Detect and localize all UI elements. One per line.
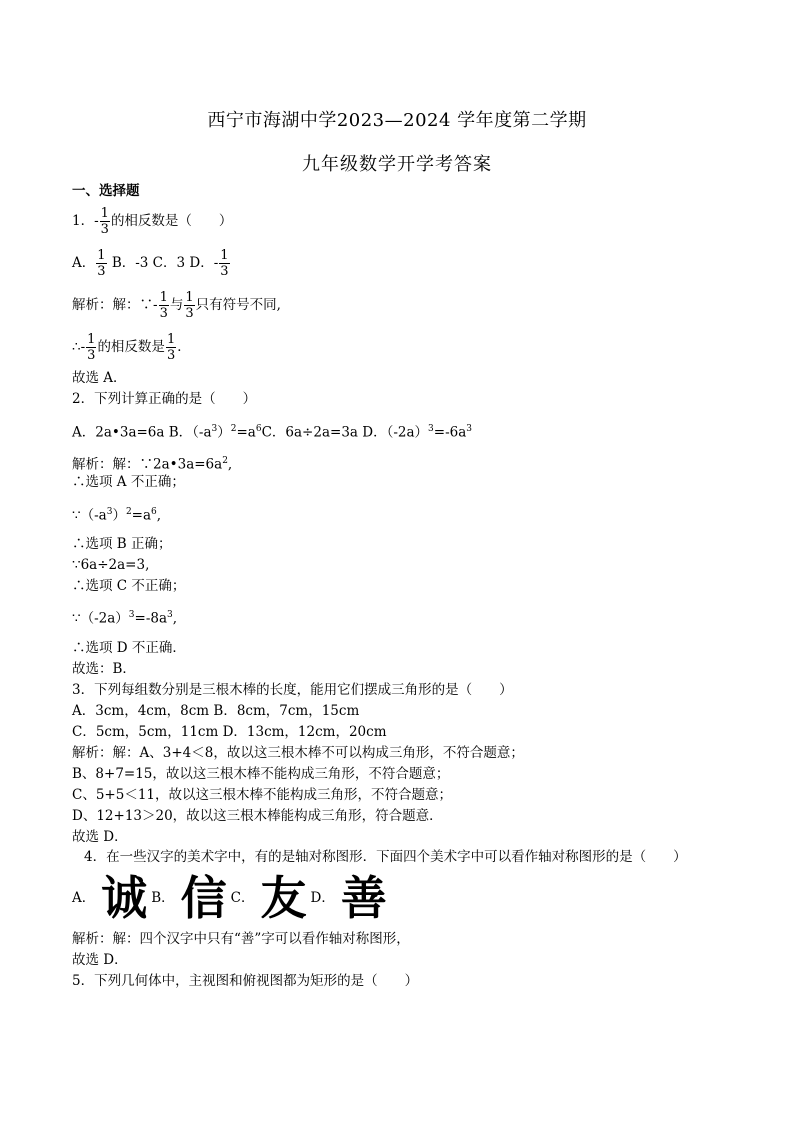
fraction (100, 207, 110, 236)
q3-stem: 3．下列每组数分别是三根木棒的长度，能用它们摆成三角形的是（ ） (72, 682, 513, 698)
q1-solution (72, 290, 281, 320)
q1-option-a-label: A． (72, 255, 96, 271)
q2-solution-text: 解析：解：∵2a•3a=6a (72, 456, 223, 473)
q2-solution-text: =-8a (134, 610, 168, 627)
q4-option-c-label: C． (230, 889, 255, 906)
section-heading: 一、选择题 (72, 183, 140, 199)
superscript: 3 (106, 507, 113, 517)
fraction (159, 291, 169, 320)
q4-option-d-label: D． (310, 889, 335, 906)
q4-option-b-label: B． (151, 889, 175, 906)
q4-option-c-char: 友 (260, 870, 307, 925)
superscript: 3 (211, 424, 218, 434)
denominator: 3 (220, 264, 229, 279)
q4-stem: 4．在一些汉字的美术字中，有的是轴对称图形．下面四个美术字中可以看作轴对称图形的是（ ） (84, 849, 687, 865)
q1-solution-prefix: 解析：解：∵- (72, 297, 158, 313)
q2-solution-text: , (156, 507, 162, 524)
q2-solution-line: ∴选项 D 不正确． (72, 640, 186, 656)
q3-solution-line: 解析：解：A、3+4＜8，故以这三根木棒不可以构成三角形，不符合题意； (72, 745, 524, 761)
fraction (166, 333, 176, 362)
q2-solution-line: ∴选项 A 不正确； (72, 474, 185, 490)
q2-opt-text: ） (217, 424, 231, 441)
denominator: 3 (159, 306, 168, 321)
q1-stem-prefix: 1．- (72, 213, 99, 229)
q2-solution-text: ∵（-a (72, 507, 107, 524)
q2-solution-text: ） (112, 507, 126, 524)
fraction (184, 291, 194, 320)
q1-options-bcd: B．-3 C．3 D．- (107, 255, 219, 271)
q2-opt-text: =-6a (433, 424, 467, 441)
numerator: 1 (159, 290, 168, 305)
fraction (86, 333, 96, 362)
superscript: 3 (167, 610, 173, 620)
q2-answer: 故选：B． (72, 661, 136, 677)
q2-solution-text: ∵（-2a） (72, 610, 129, 627)
superscript: 3 (466, 424, 473, 434)
q1-answer: 故选 A． (72, 370, 127, 386)
superscript: 2 (222, 456, 228, 466)
numerator: 1 (87, 332, 96, 347)
q4-solution-line: 解析：解：四个汉字中只有“善”字可以看作轴对称图形， (72, 931, 410, 947)
q3-answer: 故选 D． (72, 829, 128, 845)
page-title: 西宁市海湖中学2023—2024 学年度第二学期 (207, 110, 587, 131)
q2-options (72, 420, 472, 442)
q3-options-ab: A．3cm，4cm，8cm B．8cm，7cm，15cm (72, 703, 360, 719)
q2-solution-line (72, 606, 177, 628)
q4-option-a-char: 诚 (101, 870, 148, 925)
q2-opt-text: A．2a•3a=6a B．（-a (72, 424, 212, 441)
q2-solution-line (72, 503, 161, 525)
numerator: 1 (97, 248, 106, 263)
q4-answer: 故选 D． (72, 952, 128, 968)
q1-conclusion-suffix: ． (177, 339, 191, 355)
q2-opt-text: =a (236, 424, 256, 441)
denominator: 3 (166, 348, 176, 363)
q2-solution-text: , (172, 610, 178, 627)
q2-solution-line (72, 452, 232, 474)
q1-conclusion-prefix: ∴- (72, 339, 86, 355)
q1-options (72, 248, 231, 278)
q1-conclusion-mid: 的相反数是 (97, 339, 165, 355)
superscript: 6 (151, 507, 157, 517)
q1-solution-mid: 与 (169, 297, 184, 313)
q4-option-b-char: 信 (180, 870, 227, 925)
q1-stem-suffix: 的相反数是（ ） (110, 213, 233, 229)
q3-solution-line: B、8+7=15，故以这三根木棒不能构成三角形，不符合题意； (72, 766, 450, 782)
superscript: 2 (125, 507, 132, 517)
q1-conclusion (72, 332, 191, 362)
q1-solution-suffix: 只有符号不同, (195, 297, 281, 313)
q5-stem: 5．下列几何体中，主视图和俯视图都为矩形的是（ ） (72, 973, 419, 989)
q3-solution-line: C、5+5＜11，故以这三根木棒不能构成三角形，不符合题意； (72, 787, 452, 803)
numerator: 1 (220, 248, 229, 263)
denominator: 3 (87, 348, 96, 363)
q2-solution-line: ∴选项 C 不正确； (72, 578, 186, 594)
denominator: 3 (185, 306, 194, 321)
superscript: 3 (128, 610, 135, 620)
q2-solution-text: =a (131, 507, 152, 524)
superscript: 6 (255, 424, 262, 434)
page-subtitle: 九年级数学开学考答案 (302, 154, 492, 175)
denominator: 3 (100, 222, 109, 237)
superscript: 2 (230, 424, 237, 434)
q3-options-cd: C．5cm，5cm，11cm D．13cm，12cm，20cm (72, 724, 387, 740)
q1-stem (72, 206, 232, 236)
q2-solution-text: , (227, 456, 233, 473)
q4-option-d-char: 善 (340, 870, 387, 925)
fraction (96, 249, 106, 278)
q4-options (72, 872, 387, 923)
numerator: 1 (166, 332, 176, 347)
q2-solution-line: ∵6a÷2a=3, (72, 557, 150, 573)
q2-opt-text: C．6a÷2a=3a D．（-2a） (261, 424, 429, 441)
superscript: 3 (428, 424, 434, 434)
numerator: 1 (185, 290, 194, 305)
q4-option-a-label: A． (72, 889, 96, 906)
q2-stem: 2．下列计算正确的是（ ） (72, 391, 257, 407)
numerator: 1 (100, 206, 109, 221)
denominator: 3 (97, 264, 106, 279)
q2-solution-line: ∴选项 B 正确； (72, 536, 172, 552)
q3-solution-line: D、12+13＞20，故以这三根木棒能构成三角形，符合题意． (72, 808, 443, 824)
fraction (219, 249, 229, 278)
